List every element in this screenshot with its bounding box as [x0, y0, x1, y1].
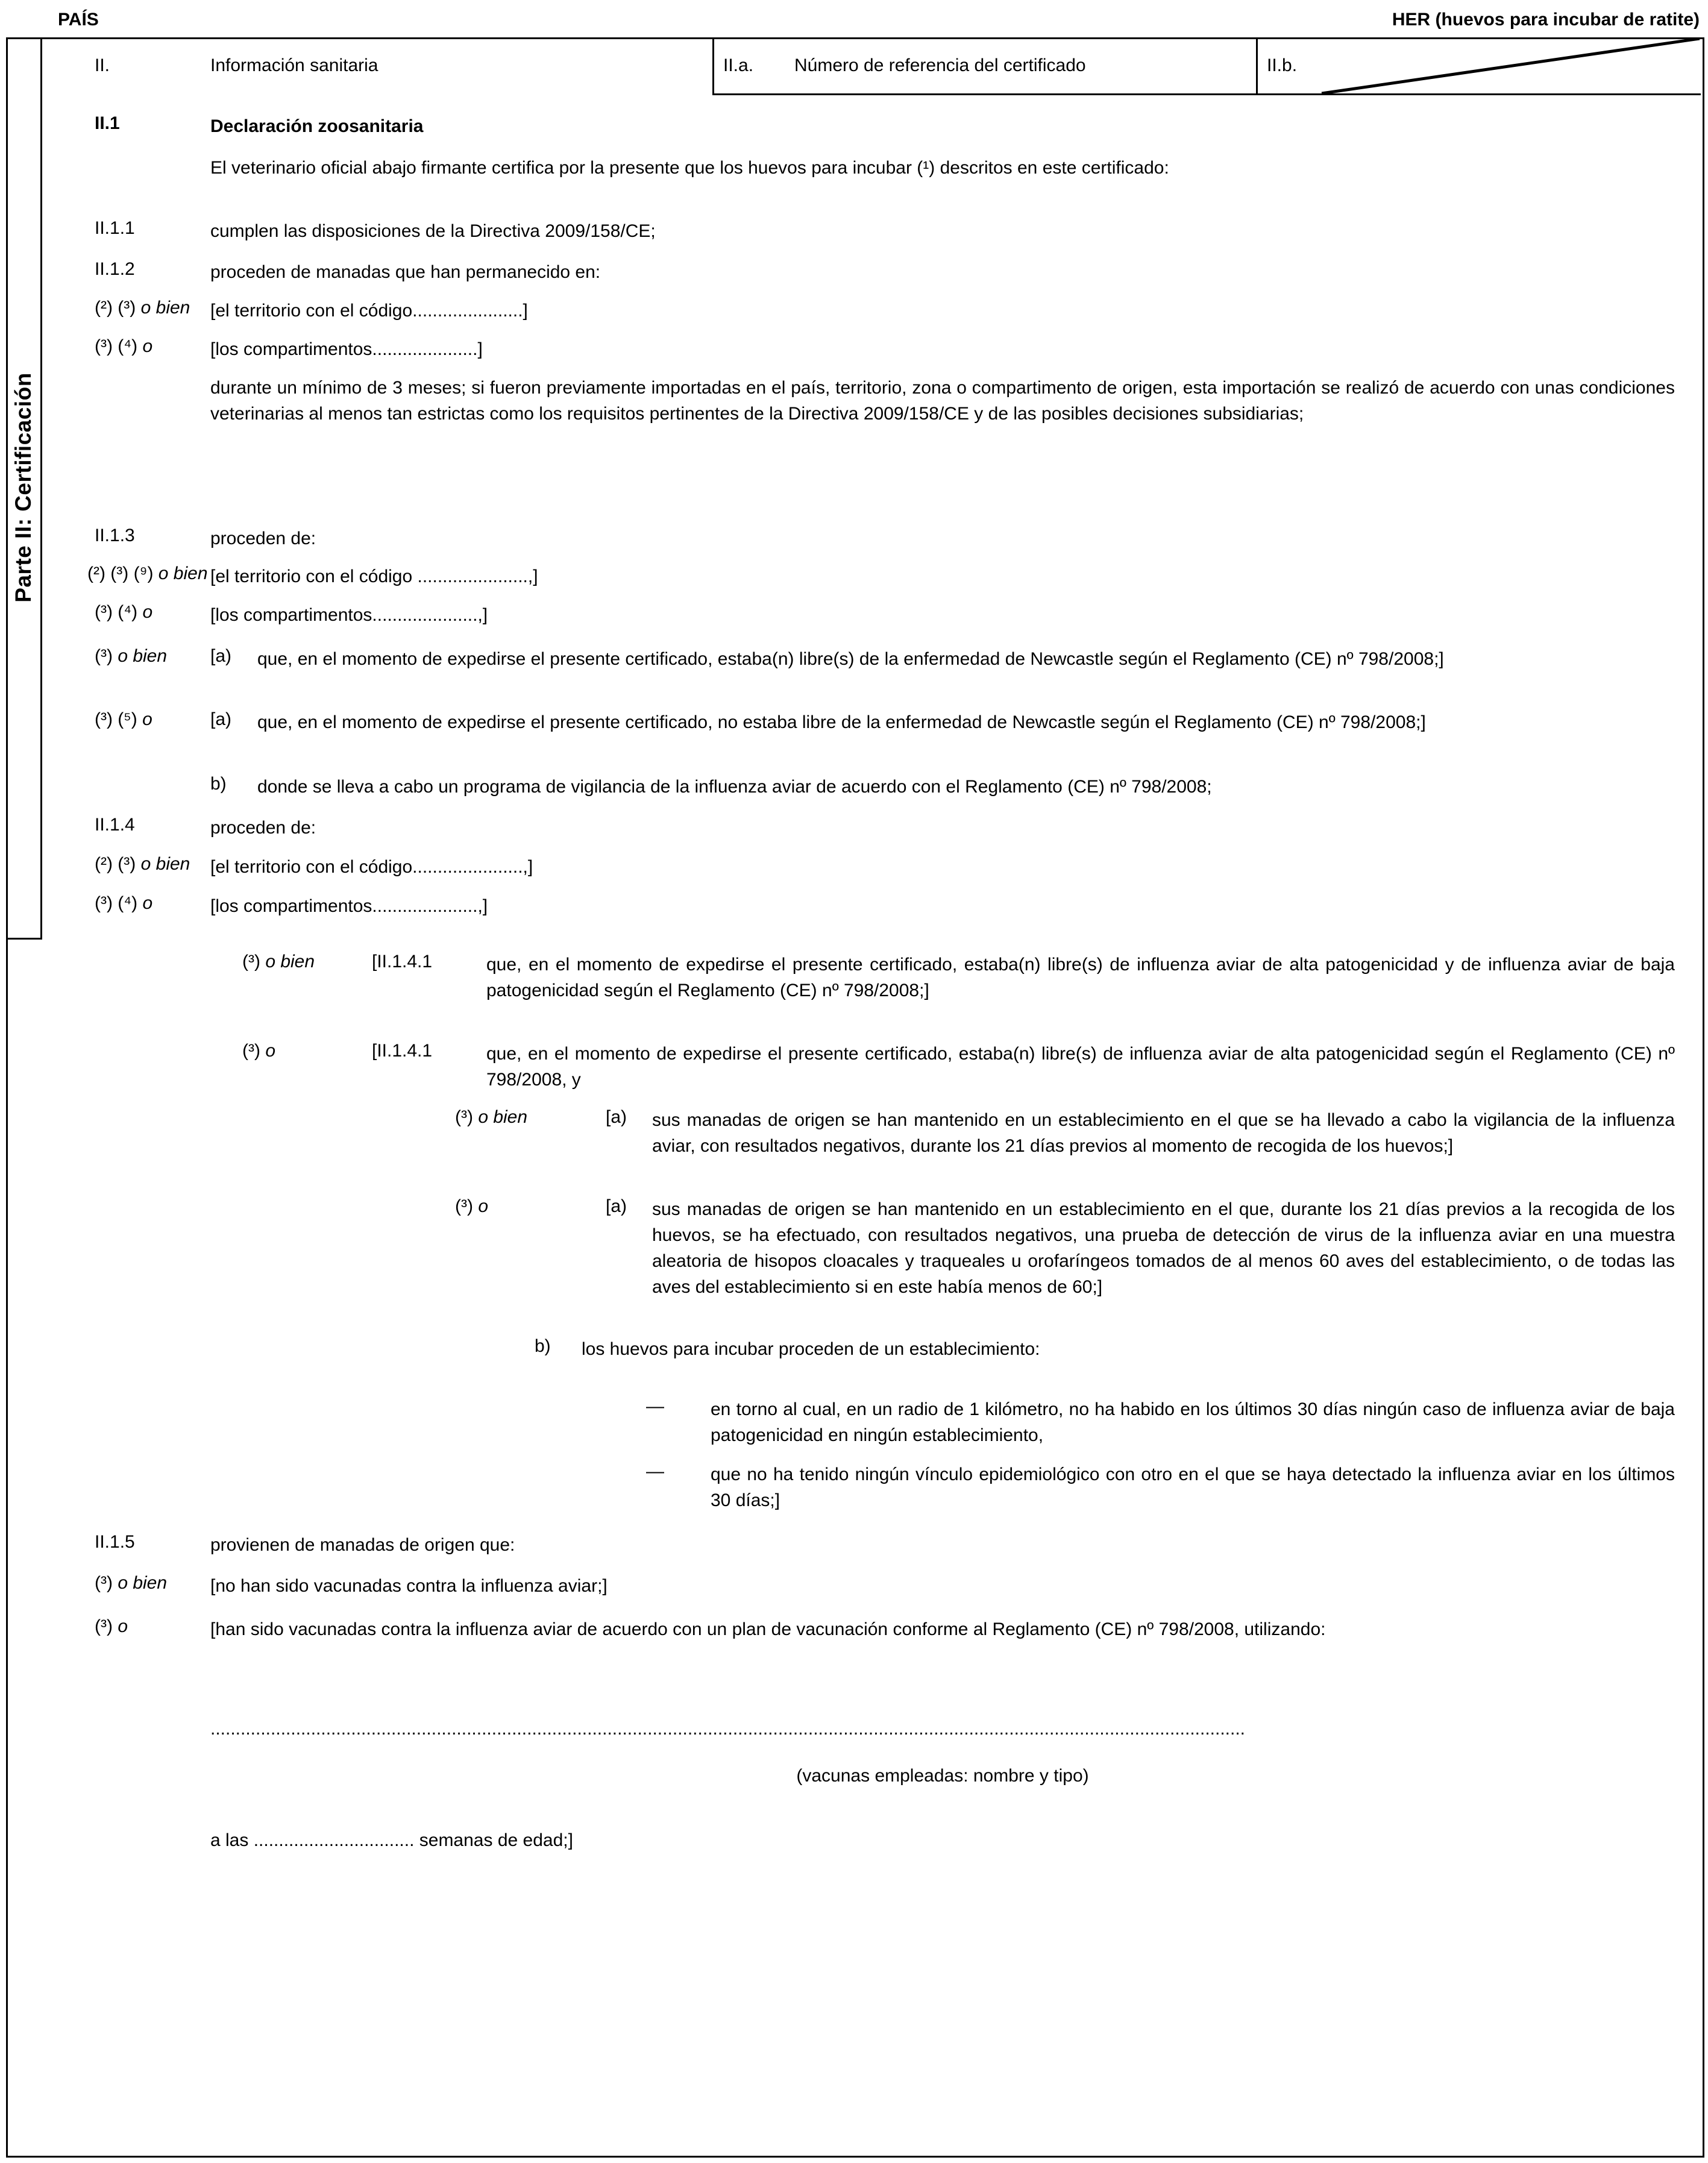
label-option-territorio-b: (²) (³) (⁹) o bien [87, 564, 208, 583]
text-option-territorio-c: [el territorio con el código......................,] [210, 857, 533, 877]
section-title: Información sanitaria [210, 55, 378, 75]
text-item-b-establecimiento: los huevos para incubar proceden de un establecimiento: [582, 1339, 1040, 1359]
label-em: o bien [265, 952, 315, 972]
label-ii-1: II.1 [95, 113, 120, 133]
intro-paragraph: El veterinario oficial abajo firmante certifica por la presente que los huevos para incubar (¹) descritos en este certificado: [210, 158, 1169, 178]
label-option-compartimentos-c: (³) (⁴) o [95, 893, 153, 913]
text-option-ia-alta: que, en el momento de expedirse el presente certificado, estaba(n) libre(s) de influenza aviar de alta patogenicidad según el Reglamento (CE) nº 798/2008, y [486, 1044, 1675, 1090]
text-option-manadas-prueba: sus manadas de origen se han mantenido en un establecimiento en el que, durante los 21 días previos a la recogida de los huevos, se ha efectuado, con resultados negativos, una prueba de detección de virus de la influenza aviar en una muestra aleatoria de hisopos cloacales y traqueales u orofaríngeos tomados de al menos 60 aves del establecimiento, o de todas las aves del establecimiento si en este había menos de 60;] [652, 1199, 1675, 1297]
iia-label: II.a. [723, 55, 754, 75]
marker-item-b-vigilancia: b) [210, 774, 227, 794]
dash-bullet-icon: — [646, 1396, 664, 1416]
section-header-row [71, 37, 1703, 95]
label-em: o bien [118, 1573, 168, 1593]
page-header [58, 5, 1700, 35]
label-option-compartimentos-a: (³) (⁴) o [95, 336, 153, 356]
title-declaracion-zoosanitaria: Declaración zoosanitaria [210, 116, 424, 136]
document-title: HER (huevos para incubar de ratite) [1392, 10, 1700, 30]
text-para-3meses: durante un mínimo de 3 meses; si fueron previamente importadas en el país, territorio, zona o compartimento de origen, esta importación se realizó de acuerdo con unas condiciones veterinarias al menos tan estrictas como los requisitos pertinentes de la Directiva 2009/158/CE y de las posibles decisiones subsidiarias; [210, 378, 1675, 424]
label-ii-1-2: II.1.2 [95, 259, 135, 279]
text-option-manadas-vigilancia: sus manadas de origen se han mantenido en un establecimiento en el que se ha llevado a cabo la vigilancia de la influenza aviar, con resultados negativos, durante los 21 días previos al momento de recogida de los huevos;] [652, 1110, 1675, 1156]
text-ii-1-3: proceden de: [210, 529, 316, 548]
text-option-territorio-b: [el territorio con el código ......................,] [210, 567, 538, 586]
iia-title: Número de referencia del certificado [794, 55, 1086, 75]
label-em: o bien [140, 854, 190, 874]
cell-iib [1258, 37, 1701, 95]
label-option-territorio-c: (²) (³) o bien [95, 854, 190, 874]
label-em: o [142, 893, 153, 913]
label-option-newcastle-no-libre: (³) (⁵) o [95, 709, 152, 729]
label-em: o [118, 1616, 128, 1636]
marker-item-b-establecimiento: b) [535, 1336, 551, 1356]
text-age-line[interactable]: a las ................................ semanas de edad;] [210, 1830, 573, 1850]
country-label: PAÍS [58, 10, 99, 30]
cell-certificate-reference [712, 37, 1258, 95]
marker-option-newcastle-no-libre: [a) [210, 709, 232, 729]
iib-label: II.b. [1267, 55, 1298, 75]
text-option-no-vacunadas: [no han sido vacunadas contra la influenza aviar;] [210, 1576, 608, 1596]
certificate-content [71, 37, 1703, 2158]
label-em: o bien [118, 646, 168, 666]
diagonal-strike-icon [1258, 37, 1701, 95]
text-ii-1-1: cumplen las disposiciones de la Directiva 2009/158/CE; [210, 221, 656, 241]
dash-bullet-icon: — [646, 1461, 664, 1481]
marker-option-manadas-prueba: [a) [606, 1196, 627, 1216]
label-em: o [142, 709, 152, 729]
marker-option-ia-alta-baja: [II.1.4.1 [372, 952, 433, 972]
text-option-compartimentos-b: [los compartimentos.....................,] [210, 605, 488, 625]
label-em: o [142, 336, 153, 356]
label-ii-1-4: II.1.4 [95, 815, 135, 835]
sidebar-part-ii [6, 37, 42, 940]
text-ii-1-4: proceden de: [210, 818, 316, 838]
text-option-territorio-a: [el territorio con el código......................] [210, 301, 528, 321]
text-option-vacunadas: [han sido vacunadas contra la influenza aviar de acuerdo con un plan de vacunación conforme al Reglamento (CE) nº 798/2008, utilizando: [210, 1619, 1326, 1639]
label-option-compartimentos-b: (³) (⁴) o [95, 602, 153, 622]
section-number: II. [95, 55, 110, 75]
label-ii-1-5: II.1.5 [95, 1532, 135, 1552]
text-item-b-vigilancia: donde se lleva a cabo un programa de vigilancia de la influenza aviar de acuerdo con el Reglamento (CE) nº 798/2008; [257, 777, 1212, 797]
text-ii-1-2: proceden de manadas que han permanecido en: [210, 262, 601, 282]
text-option-compartimentos-a: [los compartimentos.....................] [210, 339, 483, 359]
label-option-ia-alta: (³) o [242, 1041, 275, 1061]
label-option-territorio-a: (²) (³) o bien [95, 298, 190, 318]
text-dash-vinculo-epidemiologico: que no ha tenido ningún vínculo epidemiológico con otro en el que se haya detectado la influenza aviar en los últimos 30 días;] [711, 1464, 1675, 1510]
label-option-manadas-prueba: (³) o [455, 1196, 488, 1216]
vaccine-caption: (vacunas empleadas: nombre y tipo) [796, 1766, 1089, 1786]
label-em: o bien [158, 564, 208, 583]
text-option-compartimentos-c: [los compartimentos.....................,] [210, 896, 488, 916]
label-option-no-vacunadas: (³) o bien [95, 1573, 168, 1593]
text-dash-radio-1km: en torno al cual, en un radio de 1 kilómetro, no ha habido en los últimos 30 días ningún caso de influenza aviar de baja patogenicidad en ningún establecimiento, [711, 1399, 1675, 1445]
text-option-ia-alta-baja: que, en el momento de expedirse el presente certificado, estaba(n) libre(s) de influenza aviar de alta patogenicidad y de influenza aviar de baja patogenicidad según el Reglamento (CE) nº 798/2008;] [486, 955, 1675, 1000]
label-em: o [142, 602, 153, 622]
label-option-manadas-vigilancia: (³) o bien [455, 1107, 528, 1127]
label-ii-1-1: II.1.1 [95, 218, 135, 238]
text-ii-1-5: provienen de manadas de origen que: [210, 1535, 515, 1555]
marker-option-manadas-vigilancia: [a) [606, 1107, 627, 1127]
marker-option-newcastle-libre: [a) [210, 646, 232, 666]
label-ii-1-3: II.1.3 [95, 526, 135, 545]
vaccine-fill-line[interactable]: .............................................................................................................................................................................................................. [210, 1719, 1246, 1739]
text-option-newcastle-libre: que, en el momento de expedirse el presente certificado, estaba(n) libre(s) de la enfermedad de Newcastle según el Reglamento (CE) nº 798/2008;] [257, 649, 1444, 669]
label-option-newcastle-libre: (³) o bien [95, 646, 168, 666]
text-option-newcastle-no-libre: que, en el momento de expedirse el presente certificado, no estaba libre de la enfermedad de Newcastle según el Reglamento (CE) nº 798/2008;] [257, 712, 1426, 732]
label-em: o bien [478, 1107, 528, 1127]
label-option-vacunadas: (³) o [95, 1616, 128, 1636]
label-em: o [265, 1041, 275, 1061]
label-em: o [478, 1196, 488, 1216]
marker-option-ia-alta: [II.1.4.1 [372, 1041, 433, 1061]
label-option-ia-alta-baja: (³) o bien [242, 952, 315, 972]
sidebar-part-label: Parte II: Certificación [10, 372, 36, 603]
label-em: o bien [140, 298, 190, 318]
